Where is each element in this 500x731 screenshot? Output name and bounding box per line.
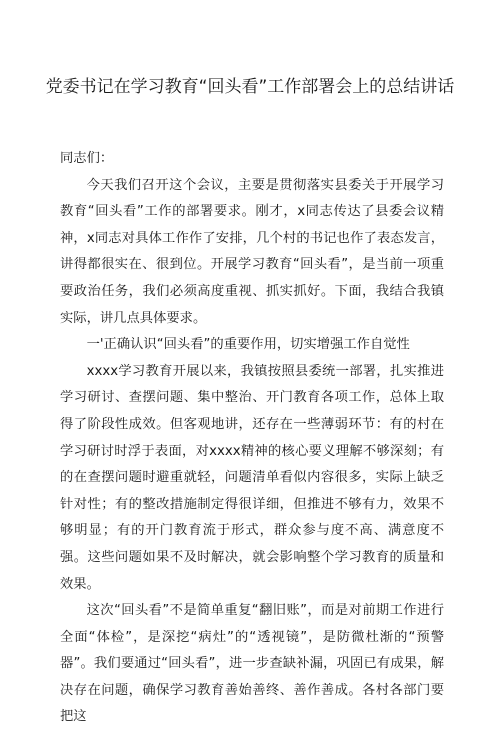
section-heading-1: 一'正确认识“回头看”的重要作用，切实增强工作自觉性: [86, 337, 410, 353]
paragraph-progress: xxxx学习教育开展以来，我镇按照县委统一部署，扎实推进学习研讨、查摆问题、集中整治、开门教育各项工作，总体上取得了阶段性成效。但客观地讲，还存在一些薄弱环节：有的村在学习研讨时浮于表面，对xxxx精神的核心要义理解不够深刻；有的在查摆问题时避重就轻，问题清单看似内容很多，实际上缺乏针对性；有的整改措施制定得很详细，但推进不够有力，效果不够明显；有的开门教育流于形式，群众参与度不高、满意度不强。这些问题如果不及时解决，就会影响整个学习教育的质量和效果。: [60, 363, 444, 592]
salutation: 同志们：: [60, 151, 114, 166]
paragraph-opening: 今天我们召开这个会议，主要是贯彻落实县委关于开展学习教育“回头看”工作的部署要求。刚才，x同志传达了县委会议精神，x同志对具体工作作了安排，几个村的书记也作了表态发言，讲得都很实在、很到位。开展学习教育“回头看”，是当前一项重要政治任务，我们必须高度重视、抓实抓好。下面，我结合我镇实际，讲几点具体要求。: [60, 177, 444, 326]
document-body: [60, 146, 444, 731]
document-title: 党委书记在学习教育“回头看”工作部署会上的总结讲话: [45, 77, 455, 97]
paragraph-review: 这次“回头看”不是简单重复“翻旧账”，而是对前期工作进行全面“体检”，是深挖“病灶”的“透视镜”，是防微杜渐的“预警器”。我们要通过“回头看”，进一步查缺补漏，巩固已有成果，解决存在问题，确保学习教育善始善终、善作善成。各村各部门要把这: [60, 603, 444, 725]
